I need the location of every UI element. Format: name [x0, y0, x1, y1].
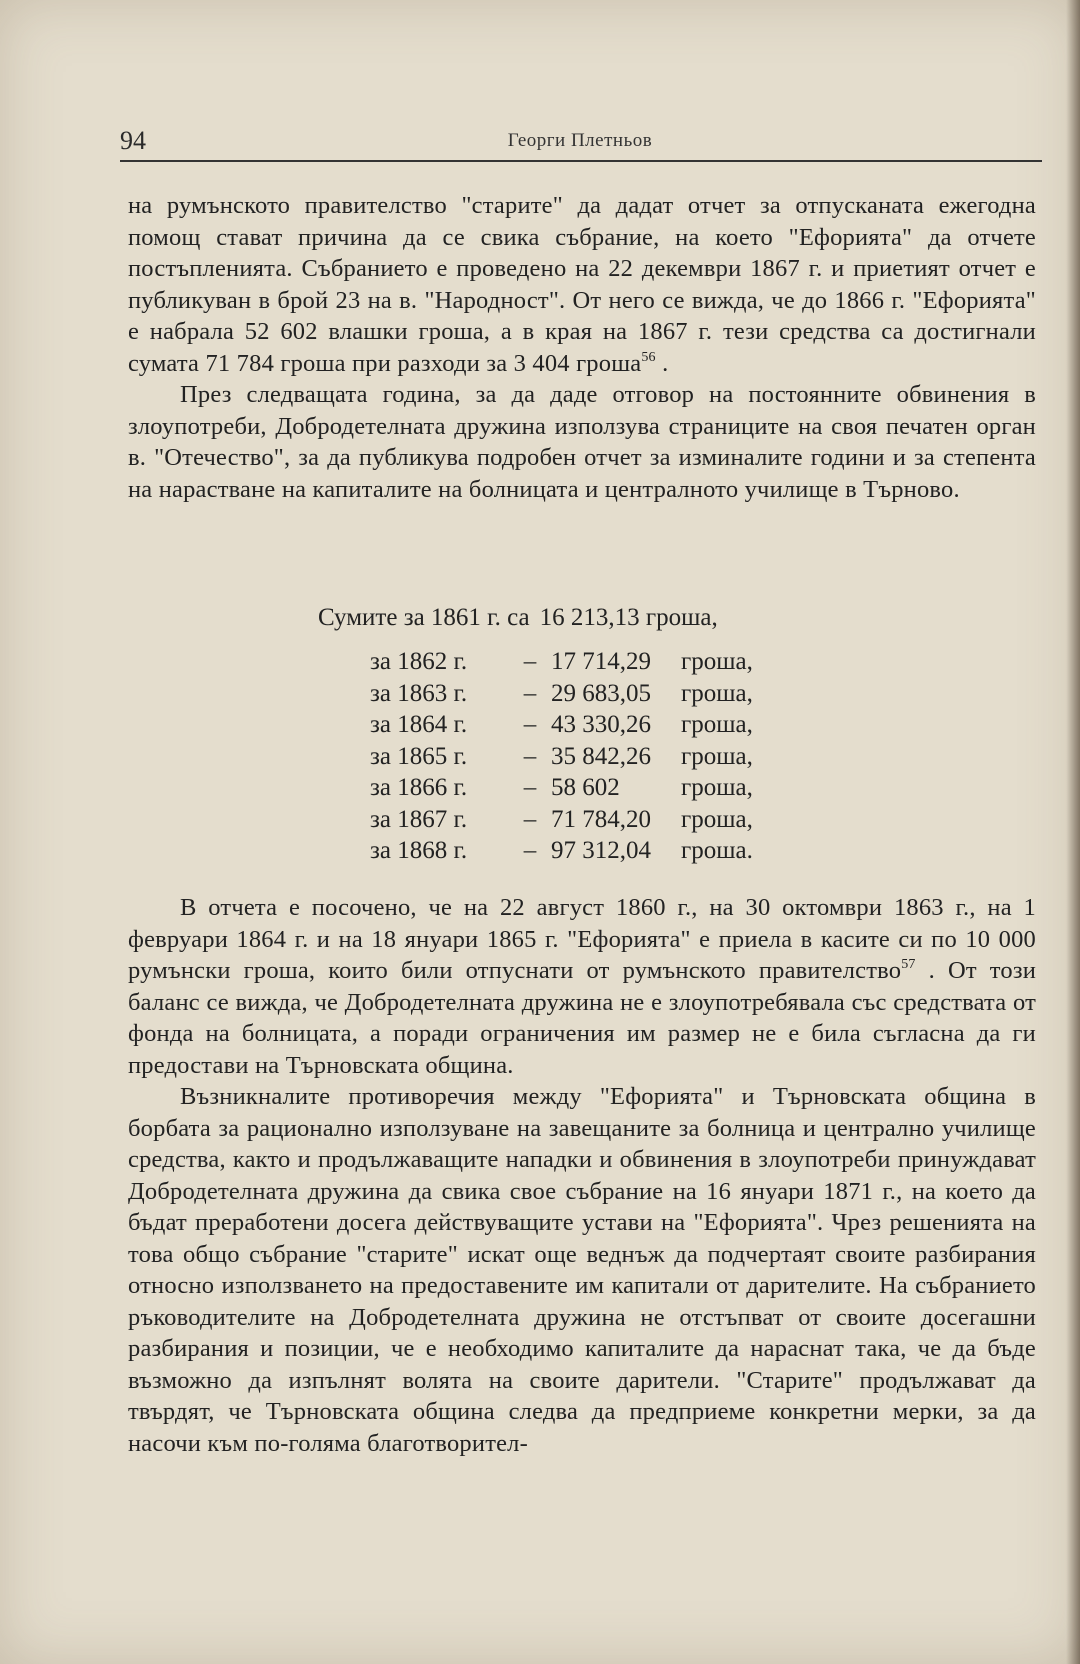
- sum-value: 29 683,05: [551, 679, 651, 707]
- sum-value: 35 842,26: [551, 742, 651, 770]
- sum-year: за 1868 г.: [370, 837, 468, 864]
- paragraph-tail: . От този баланс се вижда, че Добродетелната дружина не е злоупотребявала със средствата от фонда на болницата, а поради ограничения им размер не е била съгласна да ги предостави на Търновската община.: [128, 957, 1037, 1079]
- sums-intro-value: 16 213,13 гроша,: [539, 604, 718, 631]
- sum-value: 58 602: [551, 774, 620, 801]
- footnote-ref: 56: [641, 349, 656, 365]
- page-edge-shadow: [1066, 0, 1080, 1664]
- sum-year: за 1864 г.: [370, 711, 468, 738]
- header-rule: [120, 160, 1042, 162]
- footnote-ref: 57: [901, 957, 916, 972]
- paragraph: [128, 190, 1036, 379]
- text-block-bottom: [128, 892, 1036, 1459]
- sum-row: [318, 646, 838, 678]
- sum-dash: –: [523, 805, 537, 833]
- paragraph-text: на румънското правителство "старите" да дадат отчет за отпусканата ежегодна помощ стават причина да се свика събрание, на което "Ефорията" да отчете постъпленията. Събранието е проведено на 22 декември 1867 г. и приетият отчет е публикуван в брой 23 на в. "Народност". От него се вижда, че до 1866 г. "Ефорията" е набрала 52 602 влашки гроша, а в края на 1867 г. тези средства са достигнали сумата 71 784 гроша при разходи за 3 404 гроша: [128, 192, 1036, 377]
- sum-value: 43 330,26: [551, 711, 651, 738]
- paragraph: [128, 379, 1036, 505]
- sum-value: 17 714,29: [551, 648, 651, 675]
- text-block-top: [128, 190, 1036, 505]
- sum-dash: –: [523, 837, 537, 864]
- paragraph-text: В отчета е посочено, че на 22 август 1860 г., на 30 октомври 1863 г., на 1 февруари 1864 г. и на 18 януари 1865 г. "Ефорията" е приела в касите си по 10 000 румънски гроша, които били отпуснати от румънското правителство: [128, 894, 1036, 984]
- sum-unit: гроша,: [681, 679, 753, 707]
- sum-unit: гроша,: [681, 805, 753, 833]
- sum-year: за 1862 г.: [370, 648, 468, 675]
- sum-year: за 1865 г.: [370, 742, 468, 770]
- sum-row: [318, 709, 838, 741]
- sums-intro-label: Сумите за 1861 г. са: [318, 604, 530, 631]
- sum-value: 97 312,04: [551, 837, 651, 864]
- sum-dash: –: [523, 679, 537, 707]
- sum-unit: гроша,: [681, 711, 753, 738]
- sum-dash: –: [523, 648, 537, 675]
- sum-unit: гроша,: [681, 742, 753, 770]
- paragraph-text: Възникналите противоречия между "Ефорията" и Търновската община в борбата за рационално използуване на завещаните за болница и централно училище средства, както и продължаващите нападки и обвинения в злоупотреби принуждават Добродетелната дружина да свика свое събрание на 16 януари 1871 г., на което да бъдат преработени досега действуващите устави на "Ефорията". Чрез решенията на това общо събрание "старите" искат още веднъж да подчертаят своите разбирания относно използването на предоставените им капитали от дарителите. На събранието ръководителите на Добродетелната дружина не отстъпват от своите досегашни разбирания и позиции, че е необходимо капиталите да нараснат така, че да бъде възможно да изпълнят волята на своите дарители. "Старите" продължават да твърдят, че Търновската община следва да предприеме конкретни мерки, за да насочи към по-голяма благотворител-: [128, 1083, 1036, 1457]
- sums-table: [318, 602, 838, 867]
- sum-value: 71 784,20: [551, 805, 651, 833]
- paragraph-text: През следващата година, за да даде отговор на постоянните обвинения в злоупотреби, Добродетелната дружина използува страниците на своя печатен орган в. "Отечество", за да публикува подробен отчет за изминалите години и за степента на нарастване на капиталите на болницата и централното училище в Търново.: [128, 381, 1036, 503]
- sum-dash: –: [523, 711, 537, 738]
- sum-row: [318, 835, 838, 867]
- sum-year: за 1863 г.: [370, 679, 468, 707]
- sum-row: [318, 678, 838, 710]
- sum-row: [318, 804, 838, 836]
- sum-year: за 1867 г.: [370, 805, 468, 833]
- sum-dash: –: [523, 742, 537, 770]
- sum-unit: гроша.: [681, 837, 753, 864]
- sum-unit: гроша,: [681, 648, 753, 675]
- page-number: 94: [120, 126, 146, 155]
- sum-dash: –: [523, 774, 537, 801]
- sums-intro: [318, 602, 838, 646]
- paragraph: [128, 1081, 1036, 1459]
- page-header: [120, 122, 1040, 162]
- sum-unit: гроша,: [681, 774, 753, 801]
- sums-rows: [318, 646, 838, 867]
- sum-row: [318, 772, 838, 804]
- paragraph-tail: .: [662, 349, 669, 377]
- sum-year: за 1866 г.: [370, 774, 468, 801]
- running-head: Георги Плетньов: [507, 130, 653, 151]
- paragraph: [128, 892, 1036, 1081]
- sum-row: [318, 741, 838, 773]
